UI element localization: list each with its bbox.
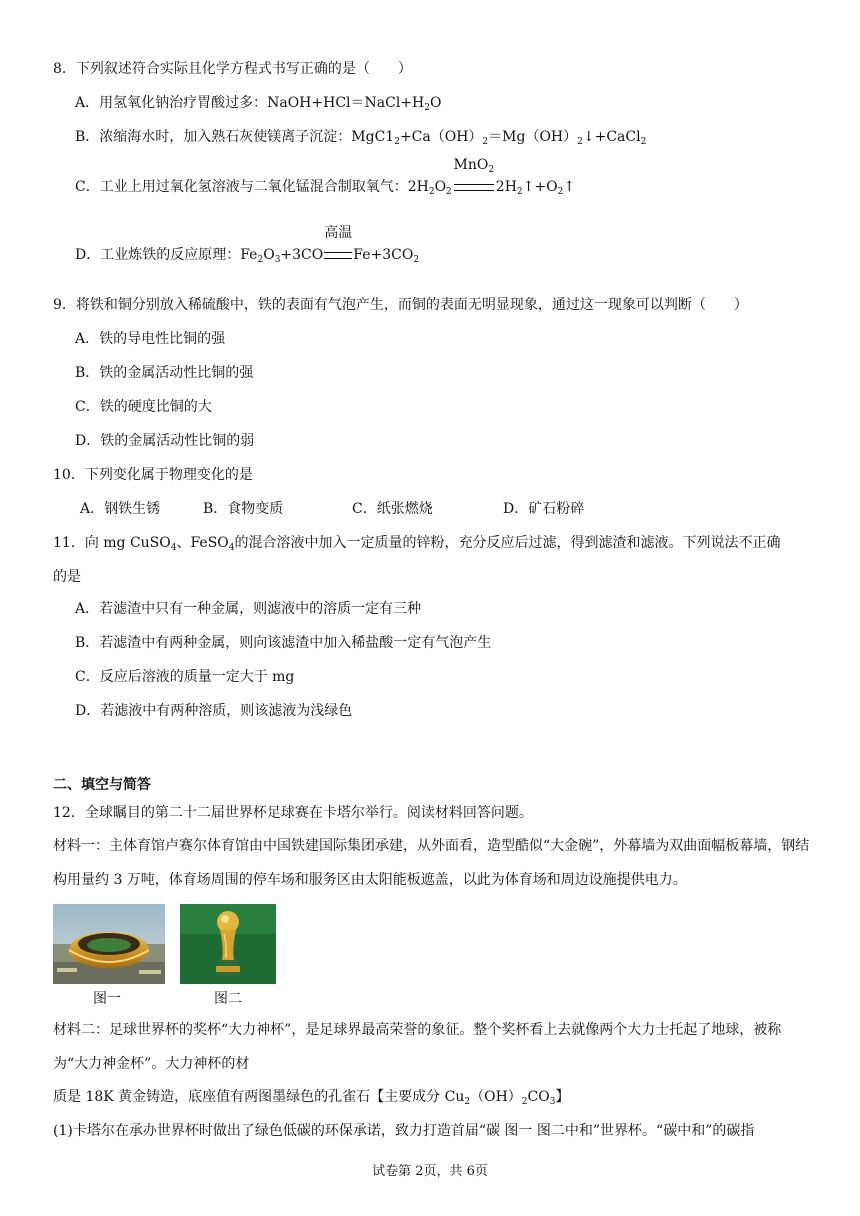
figure-1-caption: 图一: [93, 991, 121, 1007]
q11-stem-line2: 的是: [53, 569, 81, 585]
q8-option-c: C．工业上用过氧化氢溶液与二氧化锰混合制取氧气：$2H_2O_2$ MnO$_2$ $2H_2↑+O_2↑$: [75, 157, 576, 197]
q12-material2: 材料二：足球世界杯的奖杯“大力神杯”，是足球界最高荣誉的象征。整个奖杯看上去就像两个大力士托起了地球，被称为“大力神金杯”。大力神杯的材: [53, 1022, 782, 1072]
stadium-image: [53, 904, 165, 984]
q9-option-c: C．铁的硬度比铜的大: [75, 399, 212, 415]
q10-option-d: D．矿石粉碎: [503, 501, 585, 517]
section-heading: 二、填空与简答: [53, 777, 151, 793]
q8-option-b: B．浓缩海水时，加入熟石灰使镁离子沉淀：$MgC1_2+Ca(OH)_2=Mg(OH)_2↓+CaCl_2$: [75, 129, 647, 147]
q10-stem: 10．下列变化属于物理变化的是: [53, 467, 253, 483]
world-cup-trophy-image: [180, 904, 276, 984]
q12-material2-line3: 质是 18K 黄金铸造，底座值有两图墨绿色的孔雀石【主要成分 $Cu_2(OH)_2CO_3$】: [53, 1089, 570, 1107]
page-footer: 试卷第 2页，共 6页: [372, 1164, 488, 1179]
q10-option-b: B．食物变质: [203, 501, 284, 517]
q12-material1: 材料一：主体育馆卢赛尔体育馆由中国铁建国际集团承建，从外面看，造型酷似“大金碗”，外幕墙为双曲面幅板幕墙，钢结构用量约 3 万吨，体育场周围的停车场和服务区由太阳能板遮盖，以此为体育场和周边设施提供电力。: [53, 838, 810, 888]
q8-stem: 8．下列叙述符合实际且化学方程式书写正确的是（ ）: [53, 61, 412, 77]
reaction-condition-arrow: 高温: [323, 246, 353, 264]
q8-option-a: A．用氢氧化钠治疗胃酸过多：$NaOH+HCl=NaCl+H_2O$: [75, 95, 442, 113]
q9-stem: 9．将铁和铜分别放入稀硫酸中，铁的表面有气泡产生，而铜的表面无明显现象，通过这一现象可以判断（ ）: [53, 297, 748, 313]
q11-stem: 11．向 mg CuSO$_4$、FeSO$_4$的混合溶液中加入一定质量的锌粉，充分反应后过滤，得到滤渣和滤液。下列说法不正确: [53, 535, 781, 553]
reaction-condition-arrow: MnO$_2$: [452, 178, 496, 196]
q11-option-a: A．若滤渣中只有一种金属，则滤液中的溶质一定有三种: [75, 601, 422, 617]
q10-option-a: A．钢铁生锈: [80, 501, 161, 517]
q11-option-d: D．若滤液中有两种溶质，则该滤液为浅绿色: [75, 703, 353, 719]
figure-2-caption: 图二: [214, 991, 242, 1007]
q9-option-d: D．铁的金属活动性比铜的弱: [75, 433, 255, 449]
q12-subquestion-1: (1)卡塔尔在承办世界杯时做出了绿色低碳的环保承诺，致力打造首届“碳 图一 图二中和”世界杯。“碳中和”的碳指: [53, 1123, 755, 1139]
q8-option-d: D．工业炼铁的反应原理：$Fe_2O_3+3CO$ 高温 $Fe+3CO_2$: [75, 225, 420, 265]
q10-option-c: C．纸张燃烧: [352, 501, 433, 517]
q9-option-b: B．铁的金属活动性比铜的强: [75, 365, 254, 381]
q12-stem: 12．全球瞩目的第二十二届世界杯足球赛在卡塔尔举行。阅读材料回答问题。: [53, 805, 533, 821]
q11-option-c: C．反应后溶液的质量一定大于 mg: [75, 669, 295, 685]
q11-option-b: B．若滤渣中有两种金属，则向该滤渣中加入稀盐酸一定有气泡产生: [75, 635, 492, 651]
q9-option-a: A．铁的导电性比铜的强: [75, 331, 226, 347]
